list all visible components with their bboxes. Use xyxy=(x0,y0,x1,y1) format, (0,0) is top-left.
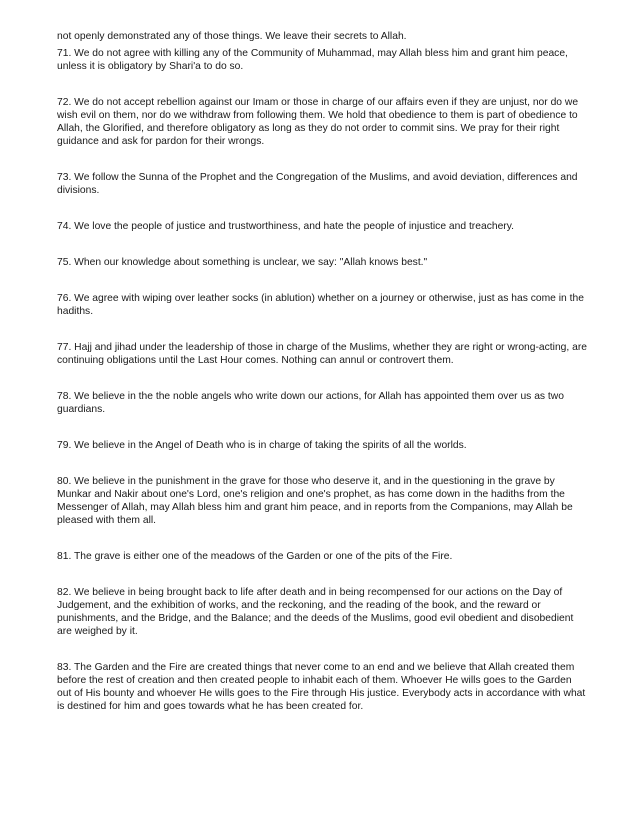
paragraph-77: 77. Hajj and jihad under the leadership of those in charge of the Muslims, whether they are right or wrong-acting, are continuing obligations until the Last Hour comes. Nothing can annul or controvert them. xyxy=(57,342,588,366)
paragraph-73: 73. We follow the Sunna of the Prophet and the Congregation of the Muslims, and avoid deviation, differences and divisions. xyxy=(57,172,578,196)
paragraph-78: 78. We believe in the the noble angels who write down our actions, for Allah has appointed them over us as two guardians. xyxy=(57,391,564,415)
paragraph-74: 74. We love the people of justice and trustworthiness, and hate the people of injustice and treachery. xyxy=(57,221,514,232)
paragraph-80: 80. We believe in the punishment in the grave for those who deserve it, and in the questioning in the grave by Munkar and Nakir about one's Lord, one's religion and one's prophet, as has come down in the hadiths from the Messenger of Allah, may Allah bless him and grant him peace, and in reports from the Companions, may Allah be pleased with them all. xyxy=(57,476,573,526)
paragraph-79: 79. We believe in the Angel of Death who is in charge of taking the spirits of all the worlds. xyxy=(57,440,467,451)
paragraph-71: 71. We do not agree with killing any of the Community of Muhammad, may Allah bless him and grant him peace, unless it is obligatory by Shari'a to do so. xyxy=(57,48,568,72)
paragraph-83: 83. The Garden and the Fire are created things that never come to an end and we believe that Allah created them before the rest of creation and then created people to inhabit each of them. Whoever He wills goes to the Garden out of His bounty and whoever He wills goes to the Fire through His justice. Everybody acts in accordance with what is destined for him and goes towards what he has been created for. xyxy=(57,662,586,712)
paragraph-76: 76. We agree with wiping over leather socks (in ablution) whether on a journey or otherwise, just as has come in the hadiths. xyxy=(57,293,584,317)
paragraph-75: 75. When our knowledge about something is unclear, we say: "Allah knows best." xyxy=(57,257,428,268)
paragraph-81: 81. The grave is either one of the meadows of the Garden or one of the pits of the Fire. xyxy=(57,551,453,562)
paragraph-continuation: not openly demonstrated any of those things. We leave their secrets to Allah. xyxy=(57,31,407,42)
paragraph-72: 72. We do not accept rebellion against our Imam or those in charge of our affairs even if they are unjust, nor do we wish evil on them, nor do we withdraw from following them. We hold that obedience to them is part of obedience to Allah, the Glorified, and therefore obligatory as long as they do not order to commit sins. We pray for their right guidance and ask for pardon for their wrongs. xyxy=(57,97,579,147)
paragraph-82: 82. We believe in being brought back to life after death and in being recompensed for our actions on the Day of Judgement, and the exhibition of works, and the reckoning, and the reading of the book, and the reward or punishments, and the Bridge, and the Balance; and the deeds of the Muslims, good evil obedient and disobedient are weighed by it. xyxy=(57,587,574,637)
document-page xyxy=(57,30,587,736)
